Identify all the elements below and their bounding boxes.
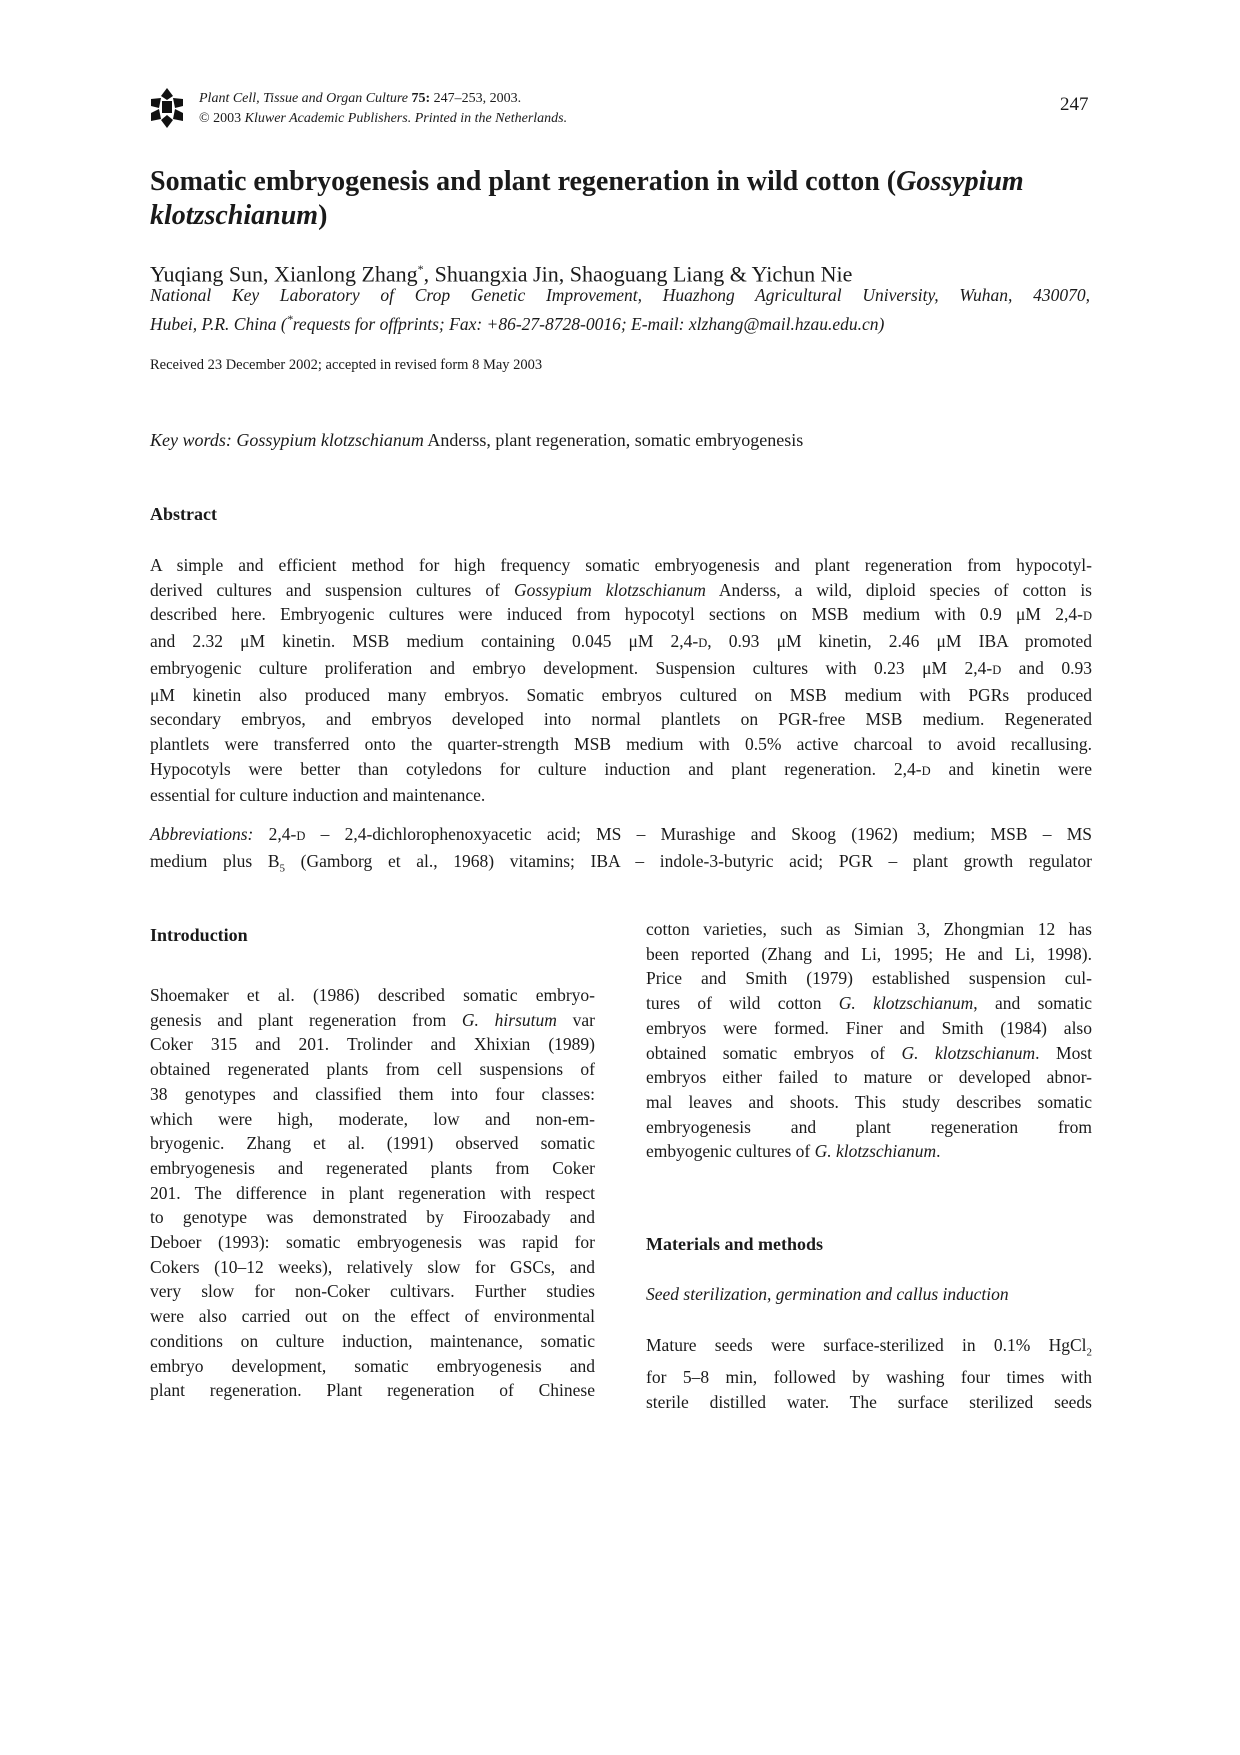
author-list: Yuqiang Sun, Xianlong Zhang*, Shuangxia Jin, Shaoguang Liang & Yichun Nie [150, 261, 853, 287]
publisher-note: Kluwer Academic Publishers. Printed in the Netherlands. [244, 111, 568, 126]
corresponding-author-mark: * [417, 262, 424, 276]
publisher-logo-icon [150, 87, 184, 129]
page-number: 247 [1060, 94, 1089, 115]
methods-heading: Materials and methods [646, 1234, 823, 1254]
keywords-label: Key words: Gossypium klotzschianum [150, 430, 424, 450]
journal-name: Plant Cell, Tissue and Organ Culture [199, 91, 412, 106]
title-species-genus: Gossypium [896, 166, 1024, 197]
received-dates: Received 23 December 2002; accepted in revised form 8 May 2003 [150, 357, 543, 373]
affiliation: National Key Laboratory of Crop Genetic Improvement, Huazhong Agricultural University, Wuhan, 430070, Hubei, P.R. China (*requests for offprints; Fax: +86-27-8728-0016; E-mail: xlzhang@mail.hzau.edu.cn) [150, 285, 1090, 334]
journal-citation [199, 89, 567, 129]
abstract-body: A simple and efficient method for high frequency somatic embryogenesis and plant regeneration from hypocotyl- derived cultures and suspension cultures of Gossypium klotzschianum Anderss, a wild, diploid species of cotton is described here. Embryogenic cultures were induced from hypocotyl sections on MSB medium with 0.9 μM 2,4-D and 2.32 μM kinetin. MSB medium containing 0.045 μM 2,4-D, 0.93 μM kinetin, 2.46 μM IBA promoted embryogenic culture proliferation and embryo development. Suspension cultures with 0.23 μM 2,4-D and 0.93 μM kinetin also produced many embryos. Somatic embryos cultured on MSB medium with PGRs produced secondary embryos, and embryos developed into normal plantlets on PGR-free MSB medium. Regenerated plantlets were transferred onto the quarter-strength MSB medium with 0.5% active charcoal to avoid recallusing. Hypocotyls were better than cotyledons for culture induction and plant regeneration. 2,4-D and kinetin were essential for culture induction and maintenance. [150, 555, 1092, 806]
abbreviations-label: Abbreviations: [150, 824, 254, 844]
methods-subheading: Seed sterilization, germination and callus induction [646, 1284, 1009, 1304]
methods-text: Mature seeds were surface-sterilized in 0.1% HgCl$_2$ for 5–8 min, followed by washing four times with sterile distilled water. The surface sterilized seeds [646, 1335, 1092, 1412]
abbreviations: Abbreviations: 2,4-D – 2,4-dichlorophenoxyacetic acid; MS – Murashige and Skoog (1962) medium; MSB – MS medium plus $B_5$ (Gamborg et al., 1968) vitamins; IBA – indole-3-butyric acid; PGR – plant growth regulator [150, 824, 1093, 875]
journal-volume: 75: [411, 91, 431, 106]
paper-title: Somatic embryogenesis and plant regeneration in wild cotton (Gossypium klotzschianum) [150, 166, 1024, 231]
title-species-epithet: klotzschianum [150, 200, 319, 231]
contact-info: requests for offprints; Fax: +86-27-8728-0016; E-mail: xlzhang@mail.hzau.edu.cn) [292, 313, 885, 334]
introduction-continued: cotton varieties, such as Simian 3, Zhongmian 12 has been reported (Zhang and Li, 1995; He and Li, 1998). Price and Smith (1979) established suspension cul- tures of wild cotton G. klotzschianum, and somatic embryos were formed. Finer and Smith (1984) also obtained somatic embryos of G. klotzschianum. Most embryos either failed to mature or developed abnor- mal leaves and shoots. This study describes somatic embryogenesis and plant regeneration from embyogenic cultures of G. klotzschianum. [646, 919, 1092, 1162]
copyright-year: © 2003 [199, 111, 245, 126]
keywords: Key words: Gossypium klotzschianum Anderss, plant regeneration, somatic embryogenesis [150, 430, 804, 450]
abstract-heading: Abstract [150, 504, 217, 524]
introduction-heading: Introduction [150, 925, 248, 945]
journal-pages: 247–253, 2003. [430, 91, 522, 106]
introduction-text: Shoemaker et al. (1986) described somatic embryo- genesis and plant regeneration from G. hirsutum var Coker 315 and 201. Trolinder and Xhixian (1989) obtained regenerated plants from cell suspensions of 38 genotypes and classified them into four classes: which were high, moderate, low and non-em- bryogenic. Zhang et al. (1991) observed somatic embryogenesis and regenerated plants from Coker 201. The difference in plant regeneration with respect to genotype was demonstrated by Firoozabady and Deboer (1993): somatic embryogenesis was rapid for Cokers (10–12 weeks), relatively slow for GSCs, and very slow for non-Coker cultivars. Further studies were also carried out on the effect of environmental conditions on culture induction, maintenance, somatic embryo development, somatic embryogenesis and plant regeneration. Plant regeneration of Chinese [150, 985, 595, 1401]
